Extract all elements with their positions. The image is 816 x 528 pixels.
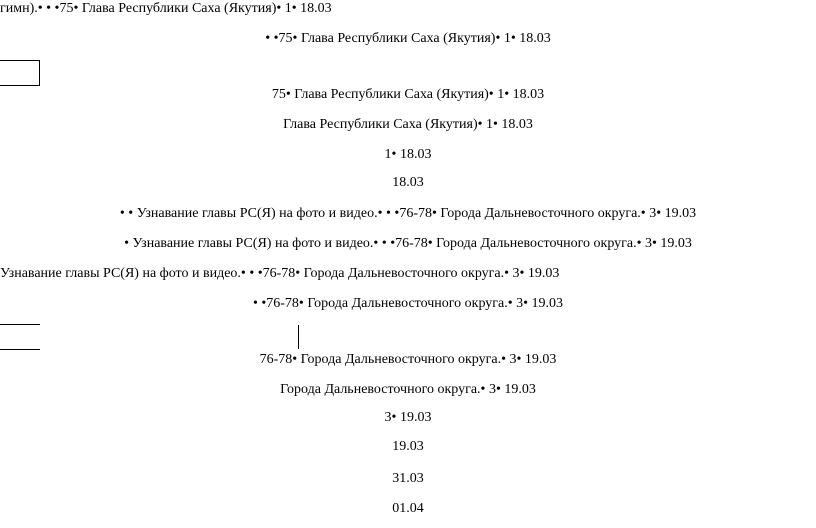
- text-line-2: • •75• Глава Республики Саха (Якутия)• 1• 18.03: [265, 31, 551, 46]
- text-line-11: 76-78• Города Дальневосточного округа.• 3• 19.03: [259, 352, 557, 367]
- text-line-8: • Узнавание главы РС(Я) на фото и видео.• • •76-78• Города Дальневосточного округа.• 3• 19.03: [124, 236, 692, 251]
- text-line-13: 3• 19.03: [384, 410, 432, 425]
- text-line-10: • •76-78• Города Дальневосточного округа.• 3• 19.03: [252, 296, 564, 311]
- horizontal-rule-2: [0, 349, 40, 350]
- text-line-7: • • Узнавание главы РС(Я) на фото и видео.• • •76-78• Города Дальневосточного округа.• 3• 19.03: [119, 206, 697, 221]
- text-line-16: 01.04: [392, 501, 424, 516]
- text-line-12: Города Дальневосточного округа.• 3• 19.03: [280, 382, 536, 397]
- text-line-4: Глава Республики Саха (Якутия)• 1• 18.03: [283, 117, 533, 132]
- text-line-1: гимн).• • •75• Глава Республики Саха (Якутия)• 1• 18.03: [0, 1, 332, 16]
- vertical-rule: [298, 325, 299, 349]
- text-line-6: 18.03: [392, 175, 424, 190]
- empty-box: [0, 60, 40, 86]
- text-line-9: Узнавание главы РС(Я) на фото и видео.• • •76-78• Города Дальневосточного округа.• 3• 19.03: [0, 266, 560, 281]
- text-line-14: 19.03: [392, 439, 424, 454]
- horizontal-rule-1: [0, 324, 40, 325]
- text-line-15: 31.03: [392, 471, 424, 486]
- text-line-3: 75• Глава Республики Саха (Якутия)• 1• 18.03: [271, 87, 545, 102]
- text-line-5: 1• 18.03: [384, 147, 432, 162]
